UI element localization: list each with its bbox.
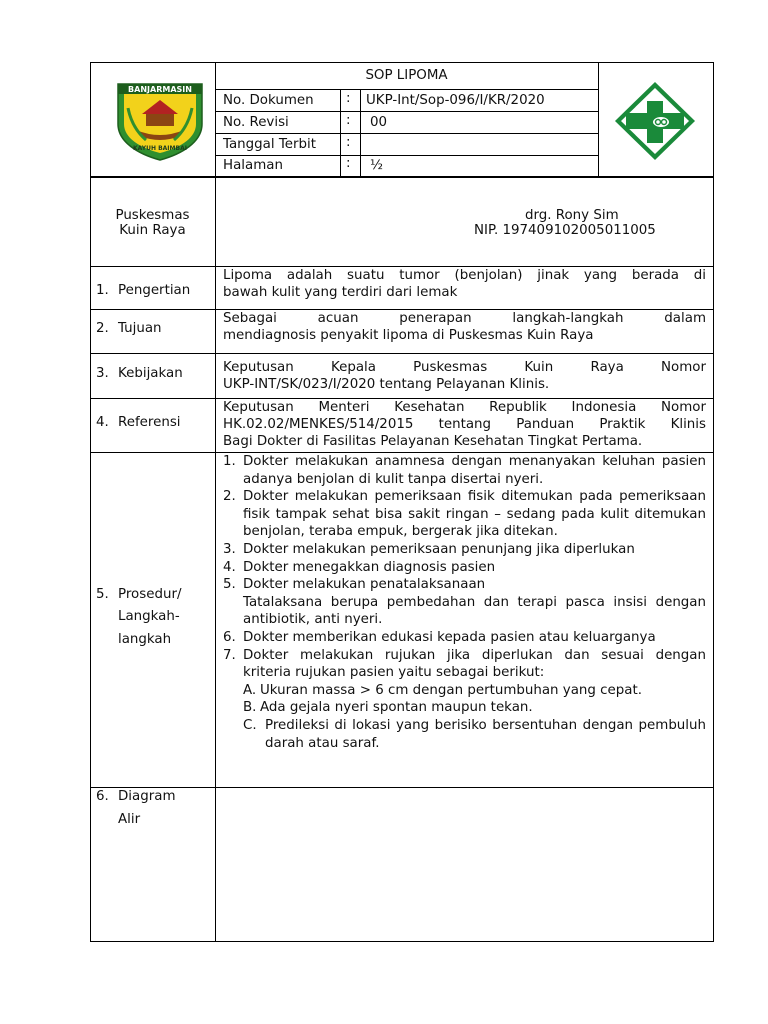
header-row-line-2 [215, 133, 598, 134]
step-text: Dokter menegakkan diagnosis pasien [243, 559, 496, 575]
list-item [223, 541, 706, 559]
step-text: Dokter melakukan pemeriksaan penunjang jika diperlukan [243, 541, 635, 557]
section-label-prosedur-1: Prosedur/ [118, 587, 182, 602]
header-row-line-3 [215, 155, 598, 156]
header-colon-col-right [360, 89, 361, 177]
criteria-letter: B. [243, 700, 257, 716]
step-number: 4. [223, 559, 236, 575]
emblem-text-top: BANJARMASIN [128, 85, 192, 94]
table-border-bottom [90, 941, 714, 942]
step-text: Dokter melakukan penatalaksanaan [243, 577, 486, 593]
table-border-left [90, 62, 91, 942]
table-border-top [90, 62, 714, 63]
step-number: 2. [223, 489, 236, 505]
step-text: Dokter memberikan edukasi kepada pasien atau keluarganya [243, 629, 656, 645]
org-name-line2: Kuin Raya [119, 223, 186, 238]
value-no-revisi: 00 [370, 115, 388, 130]
section-num-referensi: 4. [96, 415, 109, 430]
procedure-steps [223, 453, 706, 752]
label-tanggal-terbit: Tanggal Terbit [223, 137, 316, 152]
value-halaman: ½ [370, 158, 383, 173]
table-border-right [713, 62, 714, 942]
section-label-diagram-1: Diagram [118, 789, 176, 804]
label-no-dokumen: No. Dokumen [223, 93, 314, 108]
signatory-name: drg. Rony Sim [525, 208, 619, 223]
section-num-prosedur: 5. [96, 587, 109, 602]
criteria-item-a [243, 682, 706, 700]
tujuan-line2: mendiagnosis penyakit lipoma di Puskesmas Kuin Raya [223, 328, 594, 343]
list-item [223, 453, 706, 488]
step-number: 1. [223, 454, 236, 469]
colon-tanggal-terbit: : [346, 135, 351, 150]
list-item [223, 576, 706, 629]
section-label-pengertian: Pengertian [118, 283, 191, 298]
header-colon-col-left [340, 89, 341, 177]
list-item [223, 488, 706, 541]
step-number: 6. [223, 629, 236, 645]
kebijakan-line1: Keputusan Kepala Puskesmas Kuin Raya Nomor [223, 360, 706, 375]
label-no-revisi: No. Revisi [223, 115, 289, 130]
section-label-prosedur-2: Langkah- [118, 609, 180, 624]
header-row-line-1 [215, 111, 598, 112]
section-num-pengertian: 1. [96, 283, 109, 298]
step-text: Dokter melakukan pemeriksaan fisik ditemukan pada pemeriksaan fisik tampak sehat bisa sakit ringan – sedang pada kulit ditemukan benjolan, teraba empuk, bergerak jika ditekan. [243, 489, 706, 540]
row-line-2 [90, 353, 714, 354]
column-divider [215, 62, 216, 942]
criteria-item-b [243, 699, 706, 717]
section-label-kebijakan: Kebijakan [118, 366, 183, 381]
pengertian-line1: Lipoma adalah suatu tumor (benjolan) jinak yang berada di [223, 268, 706, 283]
criteria-item-c [243, 717, 706, 752]
colon-no-revisi: : [346, 113, 351, 128]
value-no-dokumen: UKP-Int/Sop-096/I/KR/2020 [366, 93, 545, 108]
header-right-divider [598, 62, 599, 177]
referensi-line3: Bagi Dokter di Fasilitas Pelayanan Kesehatan Tingkat Pertama. [223, 434, 643, 449]
section-label-prosedur-3: langkah [118, 632, 172, 647]
colon-no-dokumen: : [346, 91, 351, 106]
criteria-letter: A. [243, 682, 257, 698]
step-text: Dokter melakukan anamnesa dengan menanyakan keluhan pasien adanya benjolan di kulit tanpa disertai nyeri. [243, 454, 706, 487]
section-label-tujuan: Tujuan [118, 321, 162, 336]
org-name-line1: Puskesmas [115, 208, 190, 223]
list-item [223, 647, 706, 753]
pengertian-line2: bawah kulit yang terdiri dari lemak [223, 285, 458, 300]
emblem-text-bottom: KAYUH BAIMBAI [133, 145, 187, 152]
tujuan-line1: Sebagai acuan penerapan langkah-langkah dalam [223, 311, 706, 326]
criteria-text: Ada gejala nyeri spontan maupun tekan. [260, 700, 533, 716]
criteria-letter: C. [243, 717, 257, 733]
colon-halaman: : [346, 156, 351, 171]
banjarmasin-emblem [112, 78, 208, 162]
step-subtext: Tatalaksana berupa pembedahan dan terapi pasca insisi dengan antibiotik, anti nyeri. [243, 594, 706, 628]
step-text: Dokter melakukan rujukan jika diperlukan dan sesuai dengan kriteria rujukan pasien yaitu sebagai berikut: [243, 647, 706, 681]
step-number: 7. [223, 647, 236, 663]
list-item [223, 629, 706, 647]
document-title: SOP LIPOMA [365, 68, 448, 83]
list-item [223, 559, 706, 577]
header-bottom-line [90, 176, 714, 178]
step-number: 5. [223, 577, 236, 593]
section-num-diagram: 6. [96, 789, 109, 804]
section-num-tujuan: 2. [96, 321, 109, 336]
header-title-line [215, 89, 598, 90]
section-num-kebijakan: 3. [96, 366, 109, 381]
referensi-line1: Keputusan Menteri Kesehatan Republik Indonesia Nomor [223, 400, 706, 415]
section-label-diagram-2: Alir [118, 812, 141, 827]
kebijakan-line2: UKP-INT/SK/023/I/2020 tentang Pelayanan Klinis. [223, 377, 550, 392]
referensi-line2: HK.02.02/MENKES/514/2015 tentang Panduan Praktik Klinis [223, 417, 706, 432]
signatory-nip: NIP. 197409102005011005 [474, 223, 656, 238]
row-line-5 [90, 787, 714, 788]
section-label-referensi: Referensi [118, 415, 181, 430]
criteria-text: Predileksi di lokasi yang berisiko bersentuhan dengan pembuluh darah atau saraf. [265, 717, 706, 751]
step-number: 3. [223, 541, 236, 557]
criteria-text: Ukuran massa > 6 cm dengan pertumbuhan yang cepat. [260, 682, 642, 698]
puskesmas-logo [612, 79, 698, 163]
label-halaman: Halaman [223, 158, 283, 173]
